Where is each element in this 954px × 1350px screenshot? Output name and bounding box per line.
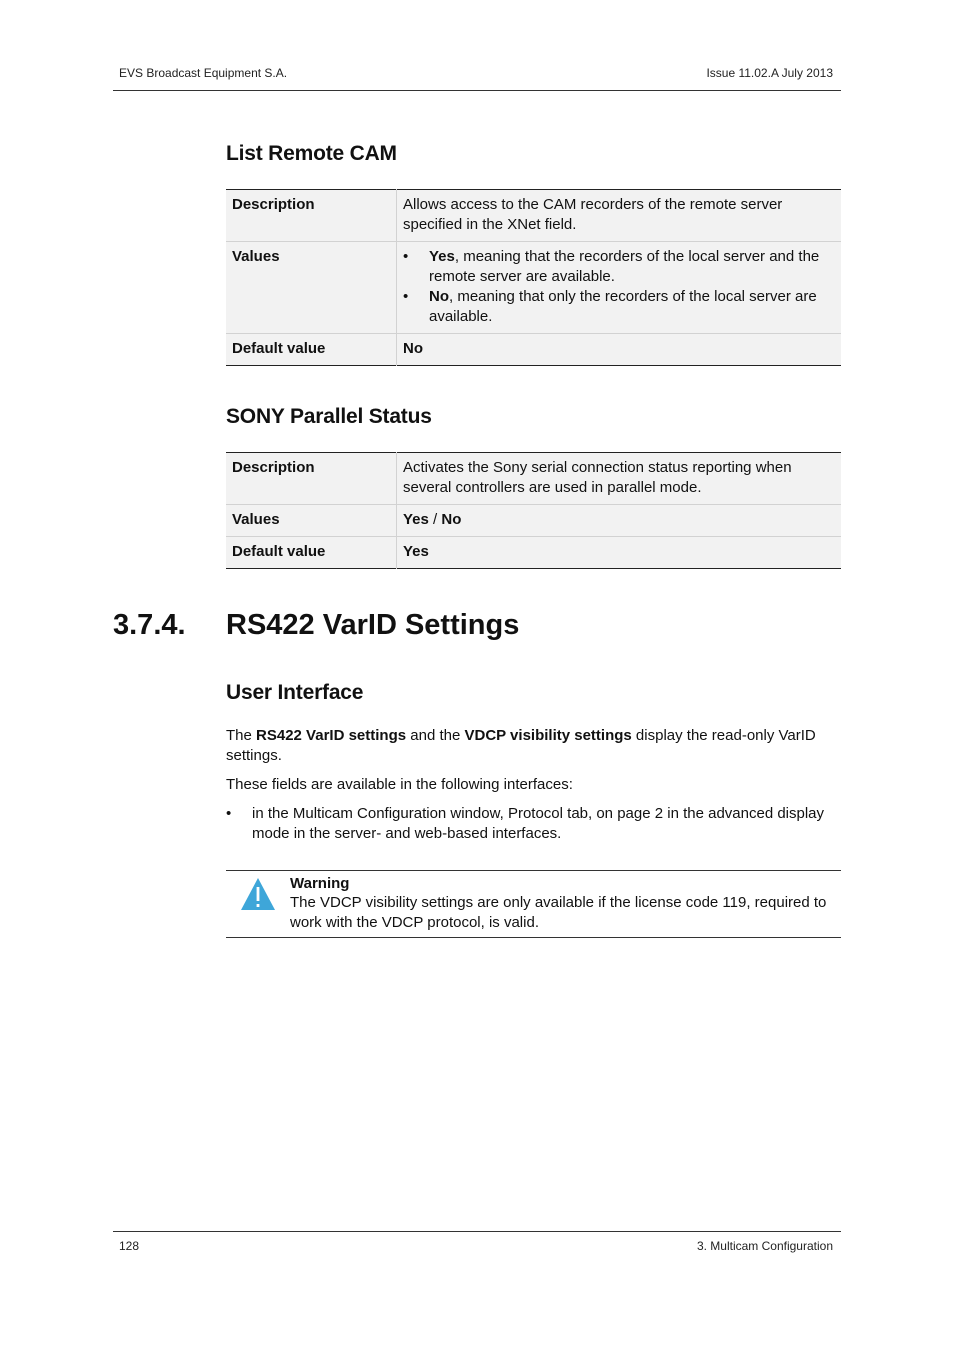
page-footer: [113, 1231, 841, 1253]
section-title-user-interface: User Interface: [226, 681, 364, 704]
warning-box: [226, 870, 841, 938]
text: and the: [406, 727, 465, 744]
table-row: [226, 334, 841, 366]
section-title-sony: SONY Parallel Status: [226, 405, 432, 428]
bullet-dot: •: [226, 805, 232, 822]
text: The: [226, 727, 257, 744]
warning-body: The VDCP visibility settings are only available if the license code 119, required to work with the VDCP protocol, is valid.: [290, 894, 827, 931]
values-list: [403, 247, 835, 327]
row-key: Values: [226, 242, 397, 334]
row-value: Activates the Sony serial connection status reporting when several controllers are used in parallel mode.: [397, 453, 842, 505]
row-value: [397, 505, 842, 537]
value-yes: Yes: [403, 511, 429, 528]
chapter-number: 3.7.4.: [113, 609, 186, 641]
value-yes: Yes: [429, 248, 455, 265]
section-title-list-remote-cam: List Remote CAM: [226, 142, 397, 165]
chapter-title: RS422 VarID Settings: [226, 609, 520, 641]
row-key: Default value: [226, 334, 397, 366]
table-row: [226, 242, 841, 334]
table-row: [226, 190, 841, 242]
row-value: Allows access to the CAM recorders of the remote server specified in the XNet field.: [397, 190, 842, 242]
table-row: [226, 537, 841, 569]
row-key: Description: [226, 190, 397, 242]
row-key: Description: [226, 453, 397, 505]
page-number: 128: [119, 1239, 140, 1253]
row-value: [397, 537, 842, 569]
list-remote-cam-table: [226, 189, 841, 366]
text: display the read-only VarID settings.: [226, 727, 816, 764]
row-value: [397, 334, 842, 366]
value-yes-desc: , meaning that the recorders of the local server and the remote server are available.: [429, 248, 820, 285]
table-row: [226, 505, 841, 537]
value-no: No: [429, 288, 449, 305]
warning-title: Warning: [290, 875, 350, 892]
value-separator: /: [428, 511, 442, 528]
warning-triangle-icon: [239, 875, 277, 913]
bullet-text: in the Multicam Configuration window, Protocol tab, on page 2 in the advanced display mode in the server- and web-based interfaces.: [252, 805, 825, 842]
value-no: No: [441, 511, 462, 528]
bold-term: VDCP visibility settings: [464, 727, 632, 744]
row-key: Values: [226, 505, 397, 537]
list-item: [403, 287, 835, 327]
table-row: [226, 453, 841, 505]
row-key: Default value: [226, 537, 397, 569]
list-item: [403, 247, 835, 287]
header-company: EVS Broadcast Equipment S.A.: [119, 66, 288, 80]
footer-chapter: 3. Multicam Configuration: [696, 1239, 833, 1253]
ui-paragraph-2: These fields are available in the following interfaces:: [226, 776, 573, 793]
default-value: No: [403, 340, 423, 357]
row-value: [397, 242, 842, 334]
page-header: [113, 66, 841, 91]
default-value: Yes: [403, 543, 429, 560]
value-no-desc: , meaning that only the recorders of the local server are available.: [429, 288, 817, 325]
list-item: [226, 804, 841, 844]
chapter-heading: [113, 609, 519, 642]
bold-term: RS422 VarID settings: [256, 727, 407, 744]
sony-parallel-table: [226, 452, 841, 569]
header-issue: Issue 11.02.A July 2013: [706, 66, 833, 80]
ui-paragraph-1: [226, 726, 841, 766]
